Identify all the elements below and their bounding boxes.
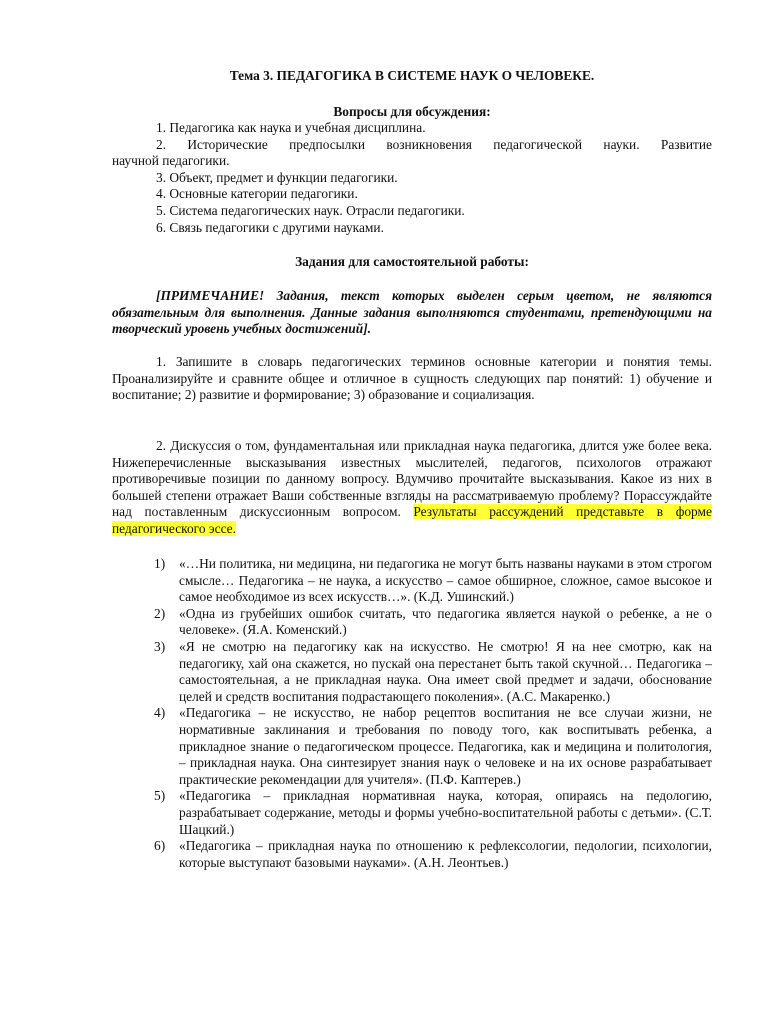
quote-item [112, 639, 712, 705]
quote-text: «Я не смотрю на педагогику как на искусство. Не смотрю! Я на нее смотрю, как на педагогику, хай она скажется, но пускай она перестанет быть такой скучной… Педагогика – самостоятельная, а не прикладная наука. Она имеет свой предмет и задачи, обоснование целей и средств воспитания подрастающего поколения». (А.С. Макаренко.) [179, 638, 712, 704]
question-item: 2. Исторические предпосылки возникновения педагогической науки. Развитие [156, 136, 712, 152]
quote-item [112, 788, 712, 838]
quote-text: «Педагогика – прикладная нормативная наука, которая, опираясь на педологию, разрабатывает содержание, методы и формы учебно-воспитательной работы с детьми». (С.Т. Шацкий.) [179, 788, 712, 837]
quotes-list [112, 556, 712, 871]
question-item: 3. Объект, предмет и функции педагогики. [156, 169, 398, 185]
quote-number: 3) [154, 638, 166, 654]
quote-text: «…Ни политика, ни медицина, ни педагогика не могут быть названы науками в этом строгом смысле… Педагогика – не наука, а искусство – самое обширное, сложное, самое высокое и самое необходимое из всех искусств…». (К.Д. Ушинский.) [179, 556, 712, 605]
page-title: Тема 3. ПЕДАГОГИКА В СИСТЕМЕ НАУК О ЧЕЛОВЕКЕ. [229, 68, 595, 83]
task-2 [112, 438, 712, 538]
quote-text: «Одна из грубейших ошибок считать, что педагогика является наукой о ребенке, а не о человеке». (Я.А. Коменский.) [179, 605, 712, 638]
quote-text: «Педагогика – прикладная наука по отношению к рефлексологии, педологии, психологии, которые выступают базовыми науками». (А.Н. Леонтьев.) [179, 838, 712, 870]
quote-item [112, 705, 712, 788]
quote-number: 6) [154, 838, 166, 854]
questions-heading: Вопросы для обсуждения: [333, 104, 491, 119]
note-paragraph: [ПРИМЕЧАНИЕ! Задания, текст которых выделен серым цветом, не являются обязательным для выполнения. Данные задания выполняются студентами, претендующими на творческий уровень учебных достижений]. [112, 288, 712, 337]
quote-number: 2) [154, 605, 166, 621]
question-item: научной педагогики. [112, 153, 230, 169]
questions-list [112, 120, 712, 236]
question-item: 4. Основные категории педагогики. [156, 186, 358, 202]
question-item: 1. Педагогика как наука и учебная дисциплина. [156, 120, 426, 135]
quote-item [112, 606, 712, 639]
quote-item [112, 838, 712, 871]
question-item: 5. Система педагогических наук. Отрасли педагогики. [156, 202, 465, 218]
tasks-heading: Задания для самостоятельной работы: [295, 254, 529, 269]
quote-text: «Педагогика – не искусство, не набор рецептов воспитания не все случаи жизни, не нормативные заклинания и требования по поводу того, как воспитывать ребенка, а прикладное знание о педагогическом процессе. Педагогика, как и медицина и политология, – прикладная наука. Она синтезирует знания наук о человеке и на их основе разрабатывает практические рекомендации для учителя». (П.Ф. Каптерев.) [179, 705, 712, 787]
quote-number: 5) [154, 788, 166, 804]
task-2-text: 2. Дискуссия о том, фундаментальная или прикладная наука педагогика, длится уже более века. Нижеперечисленные высказывания известных мыслителей, педагогов, психологов отражают противоречивые позиции по данному вопросу. Вдумчиво прочитайте высказывания. Какое из них в большей степени отражает Ваши собственные взгляды на рассматриваемую проблему? Порассуждайте над поставленным дискуссионным вопросом. [112, 438, 712, 520]
quote-number: 4) [154, 705, 166, 721]
task-1: 1. Запишите в словарь педагогических терминов основные категории и понятия темы. Проанализируйте и сравните общее и отличное в сущность следующих пар понятий: 1) обучение и воспитание; 2) развитие и формирование; 3) образование и социализация. [112, 354, 712, 403]
task-2-highlight: Результаты рассуждений представьте в форме педагогического эссе. [112, 504, 712, 536]
quote-item [112, 556, 712, 606]
question-item: 6. Связь педагогики с другими науками. [156, 219, 384, 235]
quote-number: 1) [154, 556, 166, 571]
